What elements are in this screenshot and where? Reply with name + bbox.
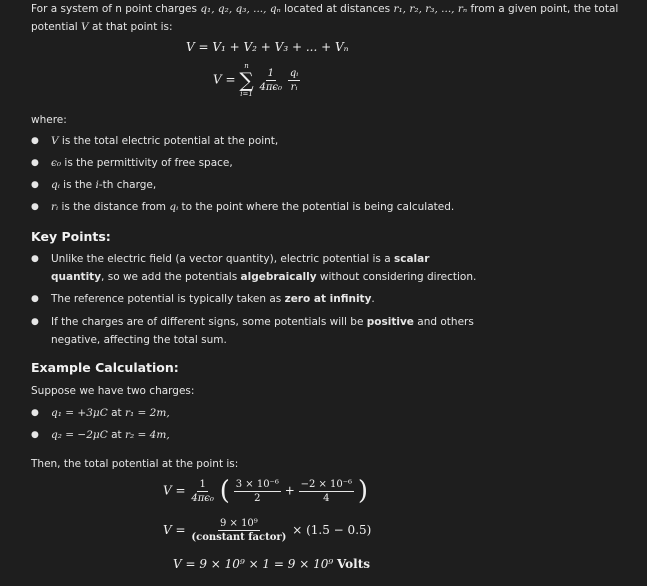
charge-1: q₁ = +3μC [51, 407, 108, 419]
kp1-text-c: , so we add the potentials [101, 271, 241, 283]
key-points-heading: Key Points: [31, 229, 111, 244]
intro-text-2: located at distances [280, 3, 394, 15]
e1-plus: + [284, 483, 295, 498]
kp1-bold-algebraically: algebraically [240, 271, 317, 283]
def-symbol-2: qᵢ [169, 201, 179, 213]
e1-num-1: 1 [199, 478, 206, 490]
eq2-num-2: qᵢ [289, 67, 299, 79]
bullet-dot-icon: ● [31, 180, 39, 190]
sum-upper: n [244, 62, 249, 70]
e2-lhs: V = [163, 523, 186, 537]
e1-lhs: V = [163, 483, 186, 498]
e1-den-3: 4 [323, 492, 330, 504]
e1-num-3: −2 × 10⁻⁶ [300, 478, 353, 490]
def-text: is the [59, 179, 96, 191]
equation-sum-potentials: V = V₁ + V₂ + V₃ + ... + Vₙ [186, 40, 349, 54]
kp2-text-a: The reference potential is typically taken as [51, 293, 285, 305]
e1-den-1: 4πϵ₀ [191, 492, 214, 504]
kp1-text-e: without considering direction. [316, 271, 477, 283]
suppose-text: Suppose we have two charges: [31, 385, 195, 397]
e1-fraction-3 [299, 478, 355, 505]
charge-2: q₂ = −2μC [51, 429, 108, 441]
sum-lower: i=1 [240, 90, 253, 98]
charge-2-distance: r₂ = 4m, [124, 429, 170, 441]
def-symbol: rᵢ [51, 201, 59, 213]
intro-text-1: For a system of n point charges [31, 3, 201, 15]
bullet-dot-icon: ● [31, 294, 39, 304]
def-text: is the permittivity of free space, [61, 157, 233, 169]
def-symbol: ϵ₀ [51, 157, 62, 169]
example-heading: Example Calculation: [31, 360, 179, 375]
kp3-text-c: and others negative, affecting the total sum. [51, 316, 474, 346]
kp1-bold-scalar: scalar quantity [51, 253, 430, 283]
intro-paragraph [31, 0, 631, 36]
equation-summation [213, 62, 300, 98]
e3-expression: V = 9 × 10⁹ × 1 = 9 × 10⁹ [173, 557, 337, 571]
example-equation-1: V = $\frac{1}{\text{4πϵ₀}}$ ( $\frac{\text{3 × 10⁻⁶}}{2}$ + $\frac{\text{−2 × 10⁻⁶}}{4}$ ) [163, 476, 369, 506]
bullet-dot-icon: ● [31, 202, 39, 212]
eq2-den-2: rᵢ [290, 81, 298, 93]
bullet-dot-icon: ● [31, 317, 39, 327]
e2-num: 9 × 10⁹ [219, 518, 258, 529]
then-text: Then, the total potential at the point is: [31, 458, 239, 470]
e2-den: (constant factor) [191, 532, 287, 543]
intro-charges: q₁, q₂, q₃, ..., qₙ [200, 3, 281, 15]
kp3-text-a: If the charges are of different signs, some potentials will be [51, 316, 367, 328]
e1-num-2: 3 × 10⁻⁶ [235, 478, 279, 490]
e1-fraction-1 [189, 478, 216, 505]
def-text-2: to the point where the potential is being calculated. [178, 201, 455, 213]
eq2-den-1: 4πϵ₀ [259, 81, 283, 93]
def-text-2: -th charge, [98, 179, 157, 191]
example-equation-3 [173, 557, 370, 571]
bullet-dot-icon: ● [31, 136, 39, 146]
eq2-num-1: 1 [267, 67, 274, 79]
e1-fraction-2 [234, 478, 281, 505]
bullet-dot-icon: ● [31, 254, 39, 264]
intro-distances: r₁, r₂, r₃, ..., rₙ [393, 3, 468, 15]
kp1-text-a: Unlike the electric field (a vector quantity), electric potential is a [51, 253, 394, 265]
def-text: is the distance from [58, 201, 170, 213]
charge-1-at: at [107, 407, 125, 419]
def-symbol: qᵢ [51, 179, 60, 191]
kp2-bold-zero: zero at infinity [284, 293, 372, 305]
e2-rest: × (1.5 − 0.5) [292, 523, 372, 537]
e2-fraction [189, 517, 288, 544]
kp3-bold-positive: positive [366, 316, 414, 328]
intro-v: V [81, 21, 89, 33]
eq2-fraction-2 [288, 67, 300, 94]
def-text: is the total electric potential at the point, [58, 135, 279, 147]
charge-1-distance: r₁ = 2m, [124, 407, 170, 419]
summation-symbol: n ∑ i=1 [239, 62, 254, 98]
def-symbol-2: i [95, 179, 99, 191]
bullet-dot-icon: ● [31, 430, 39, 440]
def-symbol: V [51, 135, 59, 147]
intro-text-4: at that point is: [88, 21, 173, 33]
e1-den-2: 2 [254, 492, 261, 504]
intro-text-3: from a given point, the total potential [31, 3, 619, 33]
example-equation-2 [163, 517, 371, 544]
charge-2-at: at [107, 429, 125, 441]
eq2-fraction-1 [257, 67, 284, 94]
e3-unit: Volts [336, 557, 371, 571]
bullet-dot-icon: ● [31, 408, 39, 418]
kp2-text-c: . [371, 293, 375, 305]
bullet-dot-icon: ● [31, 158, 39, 168]
eq2-lhs: V = [213, 72, 236, 87]
where-label: where: [31, 114, 67, 126]
